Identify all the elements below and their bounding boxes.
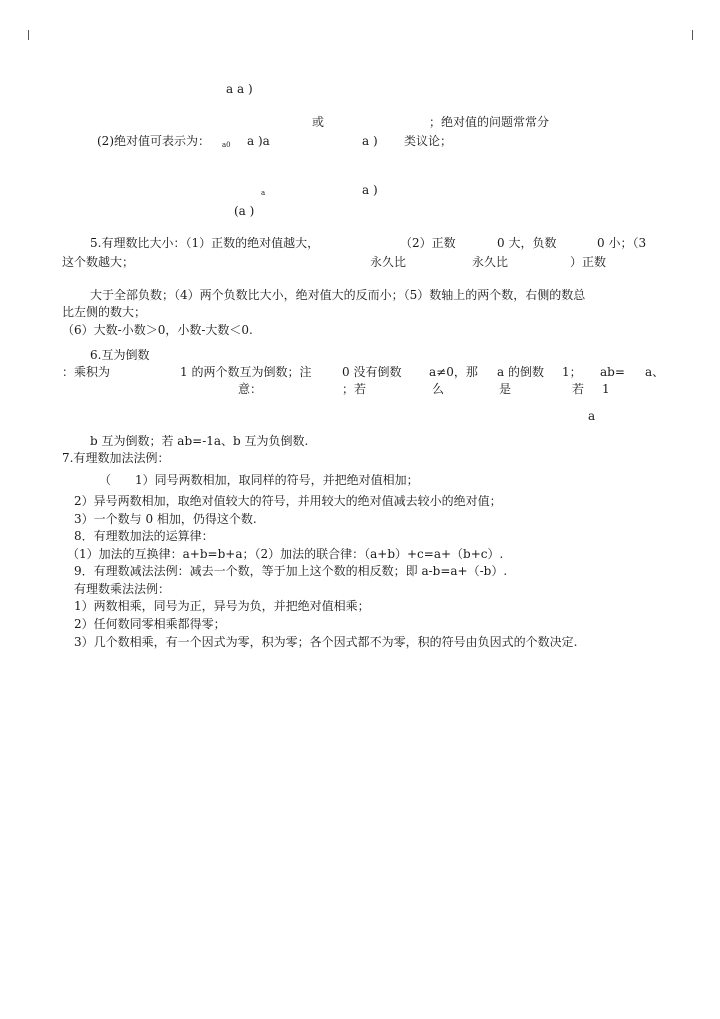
frag-a-paren2: a ): [362, 134, 378, 148]
s8-rules: （1）加法的互换律：a+b=b+a；（2）加法的联合律：（a+b）+c=a+（b+c）.: [67, 547, 504, 561]
s5-lead: 5.有理数比大小：（1）正数的绝对值越大，: [90, 236, 320, 250]
s6-ruo: ；若: [342, 382, 367, 396]
s6-yi: 意：: [238, 382, 263, 396]
s5-zhengshu: ）正数: [570, 255, 607, 269]
s6-zero-no: 0 没有倒数: [342, 365, 402, 379]
s5-yongjiu-2: 永久比: [472, 255, 509, 269]
s6-me: 么: [432, 382, 445, 396]
corner-mark-left: [28, 30, 29, 40]
corner-mark-right: [692, 30, 693, 40]
frag-a-paren3: a ): [362, 183, 378, 197]
s7-paren-open: （: [99, 473, 112, 487]
s6-title: 6.互为倒数: [90, 348, 150, 362]
frag-discuss: 类议论；: [404, 134, 453, 148]
s6-a-dun: a、: [645, 365, 665, 379]
frag-a0-subscript: a0: [222, 141, 231, 149]
frag-a-a-paren: a a ): [226, 82, 253, 96]
s5-line2-lead: 这个数越大；: [62, 255, 135, 269]
frag-a-paren: a )a: [247, 134, 270, 148]
frag-s2-label: (2)绝对值可表示为：: [97, 134, 210, 148]
s5-zero-big: 0 大，负数: [497, 236, 557, 250]
s6-a-ne-zero: a≠0，那: [429, 365, 478, 379]
s5-line5: （6）大数-小数＞0，小数-大数＜0.: [62, 323, 253, 337]
s7-rule-3: 3）一个数与 0 相加，仍得这个数.: [74, 512, 257, 526]
s10-rule-2: 2）任何数同零相乘都得零；: [74, 617, 226, 631]
s7-rule-2: 2）异号两数相加，取绝对值较大的符号，并用较大的绝对值减去较小的绝对值；: [74, 494, 502, 508]
s6-ab-eq: ab=: [600, 365, 625, 379]
s6-a-recip: a 的倒数: [497, 365, 544, 379]
frag-paren-a: (a ): [234, 204, 255, 218]
frag-a-letter: a: [261, 189, 266, 197]
s10-rule-3: 3）几个数相乘，有一个因式为零，积为零；各个因式都不为零，积的符号由负因式的个数决定.: [74, 635, 578, 649]
frag-or: 或: [312, 115, 325, 129]
s6-one: 1: [602, 382, 610, 396]
s5-zero-small: 0 小；（3: [597, 236, 647, 250]
s6-a-under: a: [588, 409, 596, 423]
s5-p2: （2）正数: [400, 236, 456, 250]
s7-title: 7.有理数加法法例：: [62, 451, 170, 465]
s5-line3: 大于全部负数；（4）两个负数比大小，绝对值大的反而小；（5）数轴上的两个数，右侧的数总: [90, 288, 586, 302]
s9-text: 9．有理数减法法例：减去一个数，等于加上这个数的相反数；即 a-b=a+（-b）.: [74, 564, 508, 578]
s6-b-line: b 互为倒数；若 ab=-1a、b 互为负倒数.: [90, 434, 309, 448]
s5-yongjiu-1: 永久比: [370, 255, 407, 269]
s6-product: ：乘积为: [62, 365, 111, 379]
s7-rule-1: 1）同号两数相加，取同样的符号，并把绝对值相加；: [135, 473, 419, 487]
frag-abs-issue: ；绝对值的问题常常分: [429, 115, 550, 129]
s6-one-semi: 1；: [562, 365, 582, 379]
s6-ruo2: 若: [572, 382, 585, 396]
s10-title: 有理数乘法法例：: [74, 582, 171, 596]
s6-recip-note: 1 的两个数互为倒数；注: [180, 365, 312, 379]
s10-rule-1: 1）两数相乘，同号为正，异号为负，并把绝对值相乘；: [74, 599, 370, 613]
s8-title: 8．有理数加法的运算律：: [74, 529, 214, 543]
s5-line4: 比左侧的数大；: [62, 305, 147, 319]
s6-shi: 是: [499, 382, 512, 396]
